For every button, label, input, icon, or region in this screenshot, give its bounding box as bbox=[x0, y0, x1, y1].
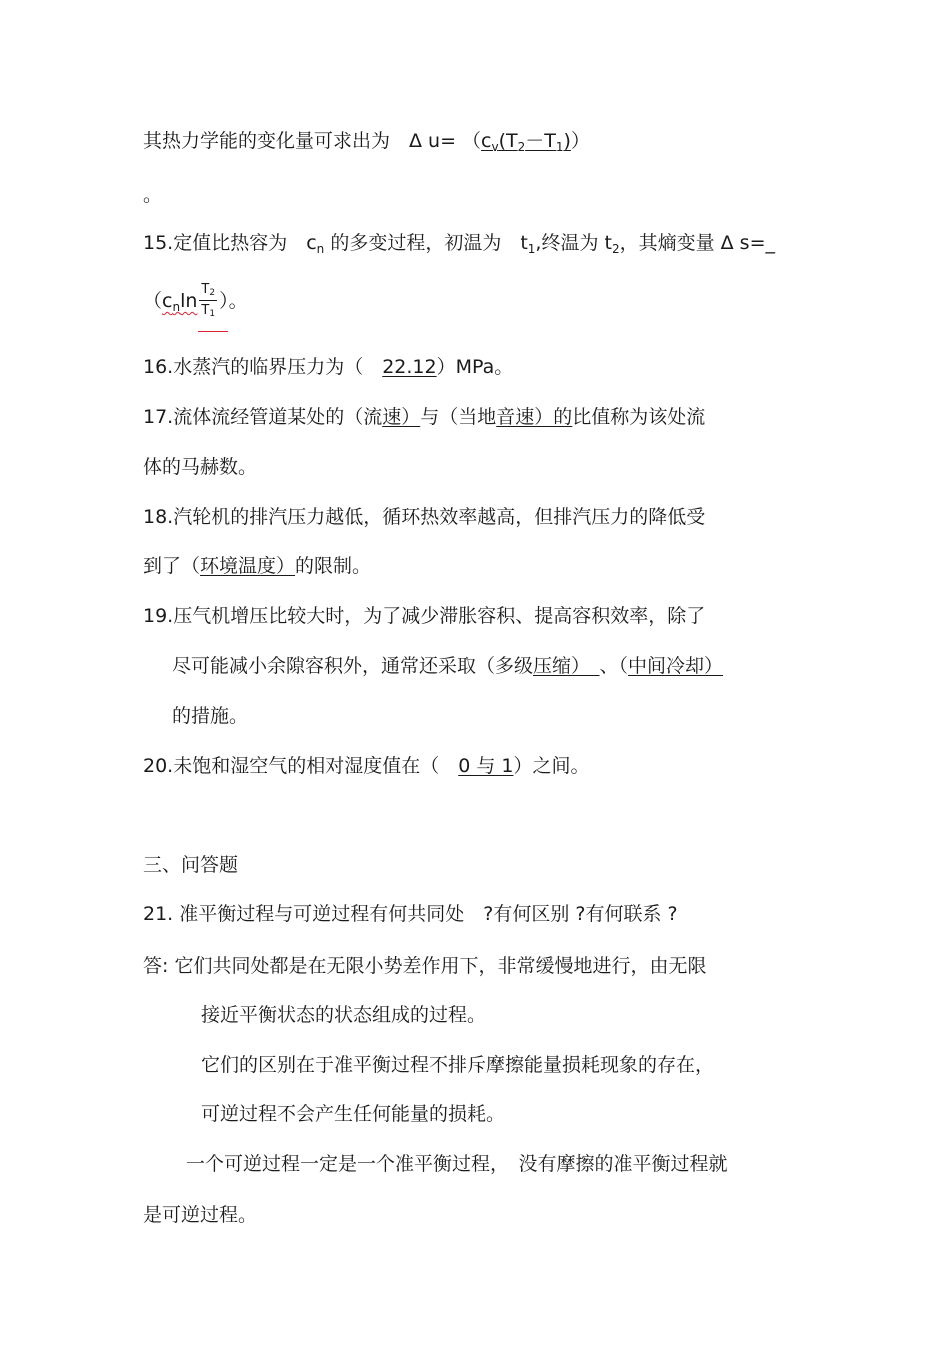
question-18: 18.汽轮机的排汽压力越低，循环热效率越高，但排汽压力的降低受 bbox=[143, 506, 706, 528]
question-15-answer: （$c_n\ln$ $\frac{T2}{T1}$ ）。 bbox=[143, 282, 248, 320]
intercooling-answer: 中间冷却） bbox=[628, 655, 724, 677]
multistage-compression-answer: 压缩） bbox=[533, 655, 600, 677]
answer-21-line1: 答: 它们共同处都是在无限小势差作用下，非常缓慢地进行，由无限 bbox=[143, 955, 707, 977]
question-19-line3: 的措施。 bbox=[172, 705, 249, 727]
entropy-answer: $c_n\ln$ bbox=[162, 289, 198, 314]
section-heading: 三、问答题 bbox=[143, 854, 239, 876]
question-15: 15.定值比热容为 $c_n$ 的多变过程，初温为 $t_1$,终温为 $t_2$，其熵变量 Δ s=_ bbox=[143, 232, 775, 256]
red-underline-mark bbox=[198, 331, 228, 332]
question-17: 17.流体流经管道某处的（流速）与（当地音速）的比值称为该处流 bbox=[143, 406, 706, 428]
answer-21-line6: 是可逆过程。 bbox=[143, 1204, 258, 1226]
relative-humidity-answer: 0 与 1 bbox=[458, 755, 514, 777]
answer-21-line2: 接近平衡状态的状态组成的过程。 bbox=[201, 1004, 487, 1026]
question-16: 16.水蒸汽的临界压力为（ 22.12）MPa。 bbox=[143, 356, 514, 378]
critical-pressure-answer: 22.12 bbox=[382, 356, 437, 378]
question-19-line2: 尽可能减小余隙容积外，通常还采取（多级压缩） 、（中间冷却） bbox=[172, 655, 724, 677]
answer-21-line3: 它们的区别在于准平衡过程不排斥摩擦能量损耗现象的存在， bbox=[201, 1054, 715, 1076]
flow-velocity-answer: 速） bbox=[382, 406, 421, 428]
question-18-line2: 到了（环境温度）的限制。 bbox=[143, 555, 372, 577]
line-delta-u: 其热力学能的变化量可求出为 Δ $u= (c_v(T_2-T_1))$ bbox=[143, 130, 590, 154]
delta-u-answer: $c_v(T_2-T_1)$ bbox=[481, 130, 571, 154]
question-21: 21. 准平衡过程与可逆过程有何共同处 ?有何区别 ?有何联系 ? bbox=[143, 903, 678, 925]
line-period: 。 bbox=[143, 184, 163, 206]
temperature-ratio-fraction: $\frac{T2}{T1}$ bbox=[201, 282, 216, 320]
question-20: 20.未饱和湿空气的相对湿度值在（ 0 与 1）之间。 bbox=[143, 755, 590, 777]
delta-u-text: 其热力学能的变化量可求出为 Δ u= （ bbox=[143, 130, 482, 152]
question-17-line2: 体的马赫数。 bbox=[143, 456, 258, 478]
answer-21-line4: 可逆过程不会产生任何能量的损耗。 bbox=[201, 1103, 506, 1125]
question-19: 19.压气机增压比较大时，为了减少滞胀容积、提高容积效率，除了 bbox=[143, 605, 706, 627]
sound-speed-answer: 音速）的 bbox=[496, 406, 573, 428]
answer-21-line5: 一个可逆过程一定是一个准平衡过程， 没有摩擦的准平衡过程就 bbox=[186, 1153, 728, 1175]
ambient-temperature-answer: 环境温度） bbox=[200, 555, 296, 577]
